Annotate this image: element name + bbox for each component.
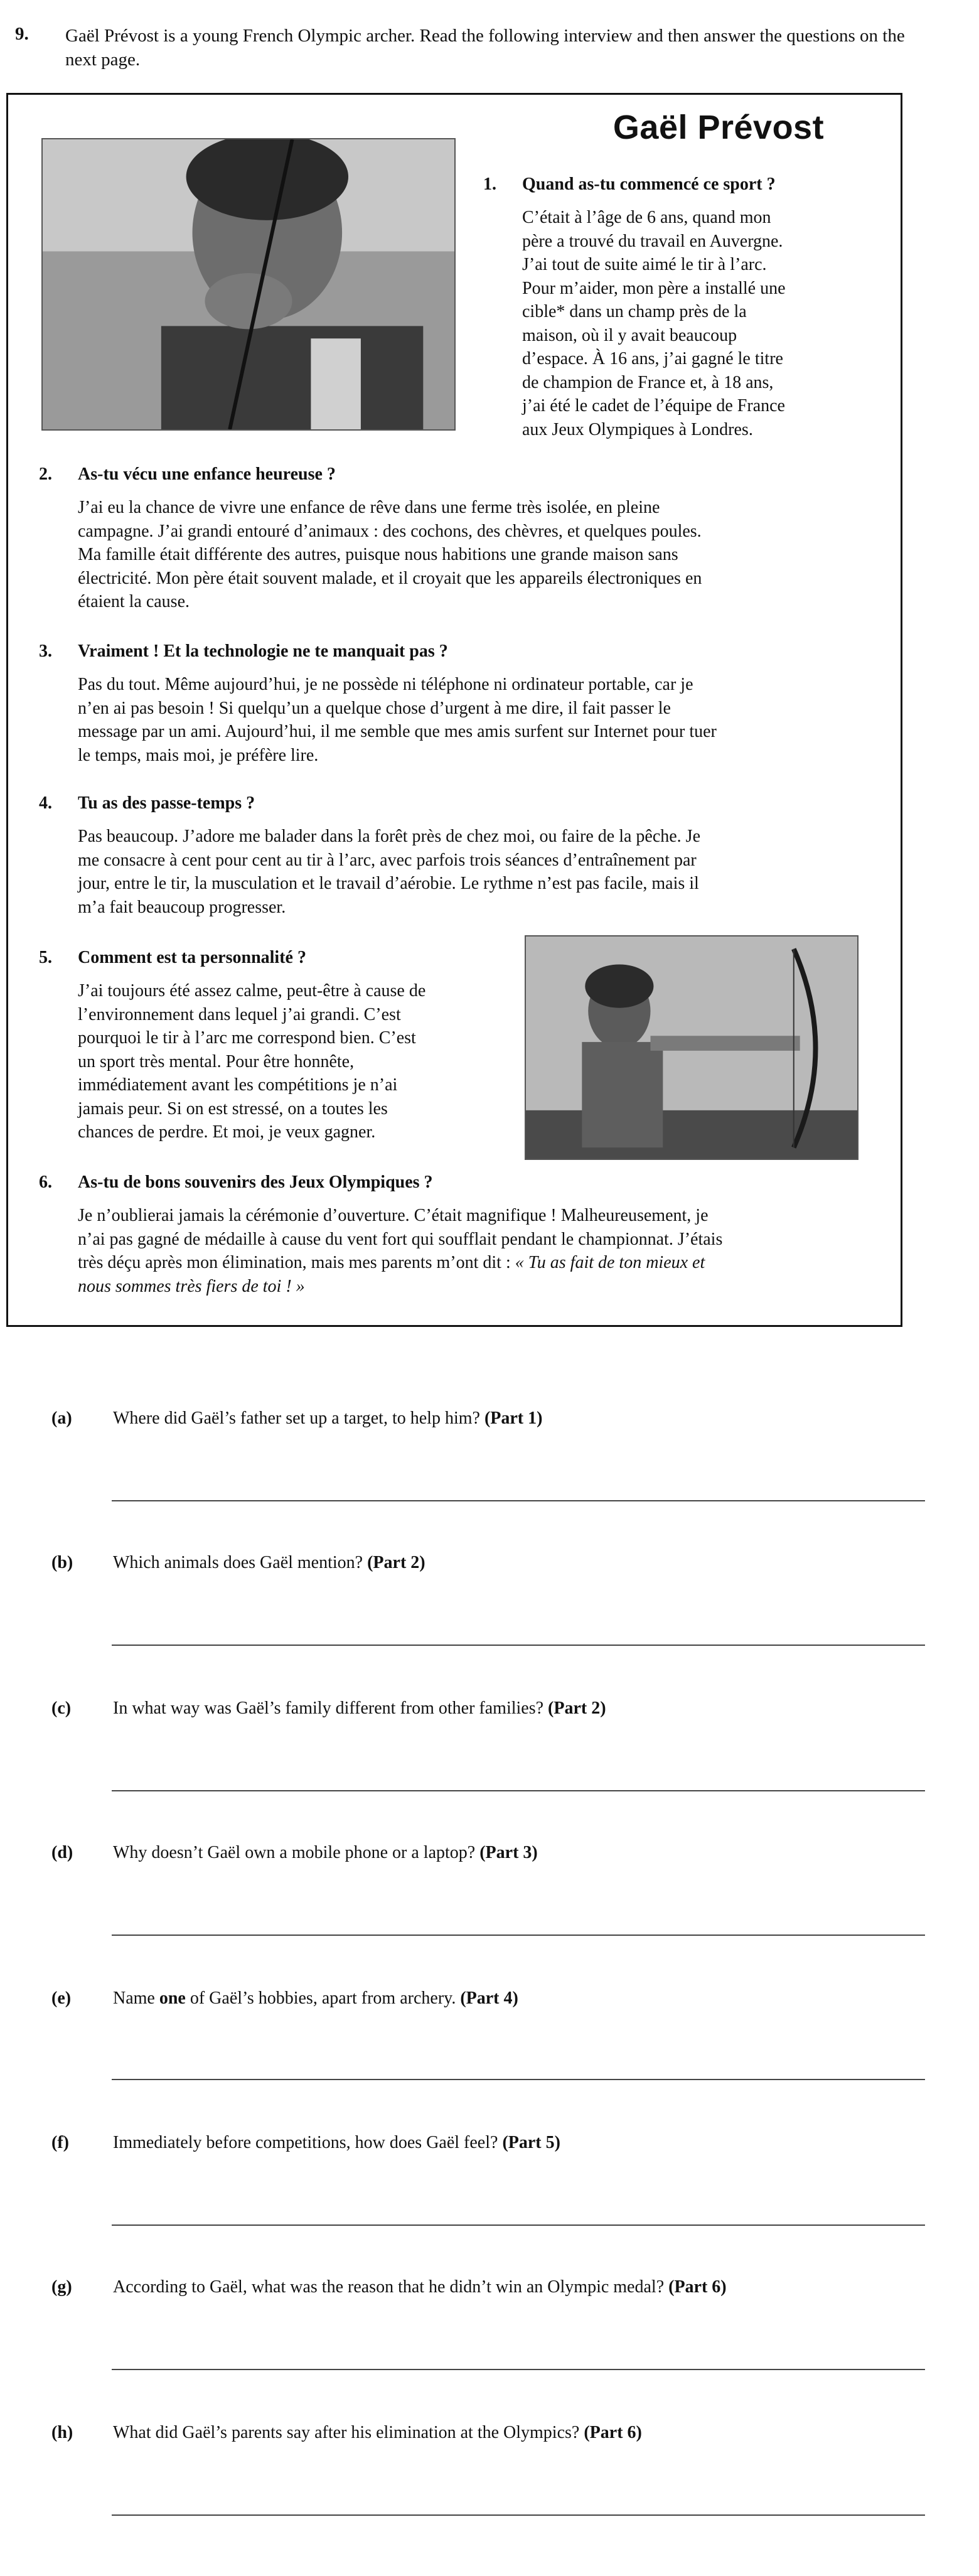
answer-line: J’ai tout de suite aimé le tir à l’arc. <box>522 255 767 274</box>
question-part: (Part 3) <box>479 1843 538 1862</box>
answer-line: pourquoi le tir à l’arc me correspond bien. C’est <box>78 1028 416 1048</box>
section-5-answer <box>78 979 517 1144</box>
answer-line: J’ai eu la chance de vivre une enfance de rêve dans une ferme très isolée, en pleine <box>78 498 660 517</box>
section-5-question: Comment est ta personnalité ? <box>78 948 306 967</box>
question-c-text <box>113 1699 897 1719</box>
question-f-text <box>113 2133 897 2153</box>
question-c-letter: (c) <box>51 1699 72 1718</box>
answer-text: très déçu après mon élimination, mais mes parents m’ont dit : <box>78 1253 511 1272</box>
article-title: Gaël Prévost <box>613 109 825 146</box>
answer-line: père a trouvé du travail en Auvergne. <box>522 231 783 251</box>
answer-line: cible* dans un champ près de la <box>522 302 747 321</box>
section-4-question: Tu as des passe-temps ? <box>78 793 255 813</box>
answer-line-e[interactable] <box>112 2079 925 2080</box>
answer-line: Pas beaucoup. J’adore me balader dans la forêt près de chez moi, ou faire de la pêche. Je <box>78 827 701 846</box>
question-part: (Part 2) <box>548 1699 606 1718</box>
answer-line: électricité. Mon père était souvent malade, et il croyait que les appareils électroniques en <box>78 568 702 588</box>
question-text: of Gaël’s hobbies, apart from archery. <box>185 1988 456 2008</box>
section-6-question: As-tu de bons souvenirs des Jeux Olympiques ? <box>78 1173 433 1192</box>
answer-line: le temps, mais moi, je préfère lire. <box>78 745 319 765</box>
section-4-answer <box>78 825 869 919</box>
question-a-letter: (a) <box>51 1409 72 1428</box>
question-text: In what way was Gaël’s family different from other families? <box>113 1699 544 1718</box>
question-h-letter: (h) <box>51 2423 73 2442</box>
question-intro: Gaël Prévost is a young French Olympic archer. Read the following interview and then answer the questions on the next page. <box>65 26 905 70</box>
section-1-answer <box>522 206 874 441</box>
question-number: 9. <box>15 24 29 44</box>
answer-line: Ma famille était différente des autres, puisque nous habitions une grande maison sans <box>78 545 678 564</box>
question-d-text <box>113 1843 897 1863</box>
answer-line-h[interactable] <box>112 2514 925 2516</box>
answer-line-d[interactable] <box>112 1935 925 1936</box>
answer-line: un sport très mental. Pour être honnête, <box>78 1051 355 1071</box>
answer-line: d’espace. À 16 ans, j’ai gagné le titre <box>522 349 783 368</box>
question-b-letter: (b) <box>51 1553 73 1572</box>
question-emphasis: one <box>159 1988 186 2008</box>
archer-portrait-photo <box>41 138 456 431</box>
answer-line-f[interactable] <box>112 2224 925 2226</box>
question-f-letter: (f) <box>51 2133 69 2152</box>
question-g-text <box>113 2277 897 2297</box>
answer-line-a[interactable] <box>112 1500 925 1501</box>
question-g-letter: (g) <box>51 2277 72 2297</box>
answer-line: J’ai toujours été assez calme, peut-être à cause de <box>78 981 426 1001</box>
answer-line: chances de perdre. Et moi, je veux gagner. <box>78 1122 376 1142</box>
answer-line: m’a fait beaucoup progresser. <box>78 897 286 917</box>
section-4-number: 4. <box>39 793 52 813</box>
question-part: (Part 5) <box>502 2133 560 2152</box>
answer-line: immédiatement avant les compétitions je n’ai <box>78 1075 398 1095</box>
question-text: Immediately before competitions, how does Gaël feel? <box>113 2133 498 2152</box>
answer-line: jamais peur. Si on est stressé, on a toutes les <box>78 1098 388 1119</box>
section-6-answer <box>78 1204 881 1298</box>
question-part: (Part 2) <box>367 1553 425 1572</box>
answer-line-c[interactable] <box>112 1790 925 1791</box>
answer-line: Pour m’aider, mon père a installé une <box>522 278 786 298</box>
section-2-number: 2. <box>39 464 52 484</box>
question-part: (Part 1) <box>484 1409 543 1428</box>
section-2-answer <box>78 496 869 614</box>
answer-line <box>78 1251 881 1275</box>
section-3-question: Vraiment ! Et la technologie ne te manquait pas ? <box>78 641 448 661</box>
photo-icon <box>526 936 857 1159</box>
answer-line-g[interactable] <box>112 2369 925 2370</box>
section-6-number: 6. <box>39 1173 52 1192</box>
answer-line: me consacre à cent pour cent au tir à l’arc, avec parfois trois séances d’entraînement par <box>78 850 697 870</box>
question-part: (Part 4) <box>460 1988 518 2008</box>
answer-line: maison, où il y avait beaucoup <box>522 325 737 345</box>
section-3-number: 3. <box>39 641 52 661</box>
answer-line: Je n’oublierai jamais la cérémonie d’ouverture. C’était magnifique ! Malheureusement, je <box>78 1206 709 1225</box>
answer-line: de champion de France et, à 18 ans, <box>522 372 774 392</box>
question-h-text <box>113 2423 897 2443</box>
section-5-number: 5. <box>39 948 52 967</box>
parents-quote: « Tu as fait de ton mieux et <box>515 1253 705 1272</box>
answer-line: j’ai été le cadet de l’équipe de France <box>522 396 785 416</box>
question-part: (Part 6) <box>668 2277 727 2297</box>
question-text: Name <box>113 1988 159 2008</box>
question-text: According to Gaël, what was the reason that he didn’t win an Olympic medal? <box>113 2277 665 2297</box>
section-2-question: As-tu vécu une enfance heureuse ? <box>78 464 336 484</box>
answer-line: n’ai pas gagné de médaille à cause du vent fort qui soufflait pendant le championnat. J’étais <box>78 1229 723 1249</box>
archer-drawing-bow-photo <box>525 935 859 1160</box>
answer-line: étaient la cause. <box>78 592 190 611</box>
question-d-letter: (d) <box>51 1843 73 1862</box>
answer-line: jour, entre le tir, la musculation et le travail d’aérobie. Le rythme n’est pas facile, mais il <box>78 874 699 893</box>
answer-line: campagne. J’ai grandi entouré d’animaux : des cochons, des chèvres, et quelques poules. <box>78 521 702 541</box>
answer-line: aux Jeux Olympiques à Londres. <box>522 419 753 439</box>
question-text: What did Gaël’s parents say after his elimination at the Olympics? <box>113 2423 580 2442</box>
section-3-answer <box>78 673 869 767</box>
question-text: Which animals does Gaël mention? <box>113 1553 363 1572</box>
question-text: Where did Gaël’s father set up a target, to help him? <box>113 1409 480 1428</box>
question-e-text <box>113 1988 897 2009</box>
parents-quote-continued: nous sommes très fiers de toi ! » <box>78 1276 305 1296</box>
answer-line: Pas du tout. Même aujourd’hui, je ne possède ni téléphone ni ordinateur portable, car je <box>78 675 693 694</box>
photo-icon <box>43 139 454 429</box>
question-text: Why doesn’t Gaël own a mobile phone or a laptop? <box>113 1843 476 1862</box>
question-part: (Part 6) <box>584 2423 642 2442</box>
section-1-question: Quand as-tu commencé ce sport ? <box>522 174 776 194</box>
answer-line: C’était à l’âge de 6 ans, quand mon <box>522 208 771 227</box>
section-1-number: 1. <box>483 174 496 194</box>
answer-line: n’en ai pas besoin ! Si quelqu’un a quelque chose d’urgent à me dire, il fait passer le <box>78 698 671 718</box>
question-b-text <box>113 1553 897 1573</box>
answer-line-b[interactable] <box>112 1645 925 1646</box>
answer-line: l’environnement dans lequel j’ai grandi. C’est <box>78 1004 401 1024</box>
question-e-letter: (e) <box>51 1988 72 2008</box>
answer-line: message par un ami. Aujourd’hui, il me semble que mes amis surfent sur Internet pour tuer <box>78 722 717 741</box>
question-a-text <box>113 1409 897 1429</box>
